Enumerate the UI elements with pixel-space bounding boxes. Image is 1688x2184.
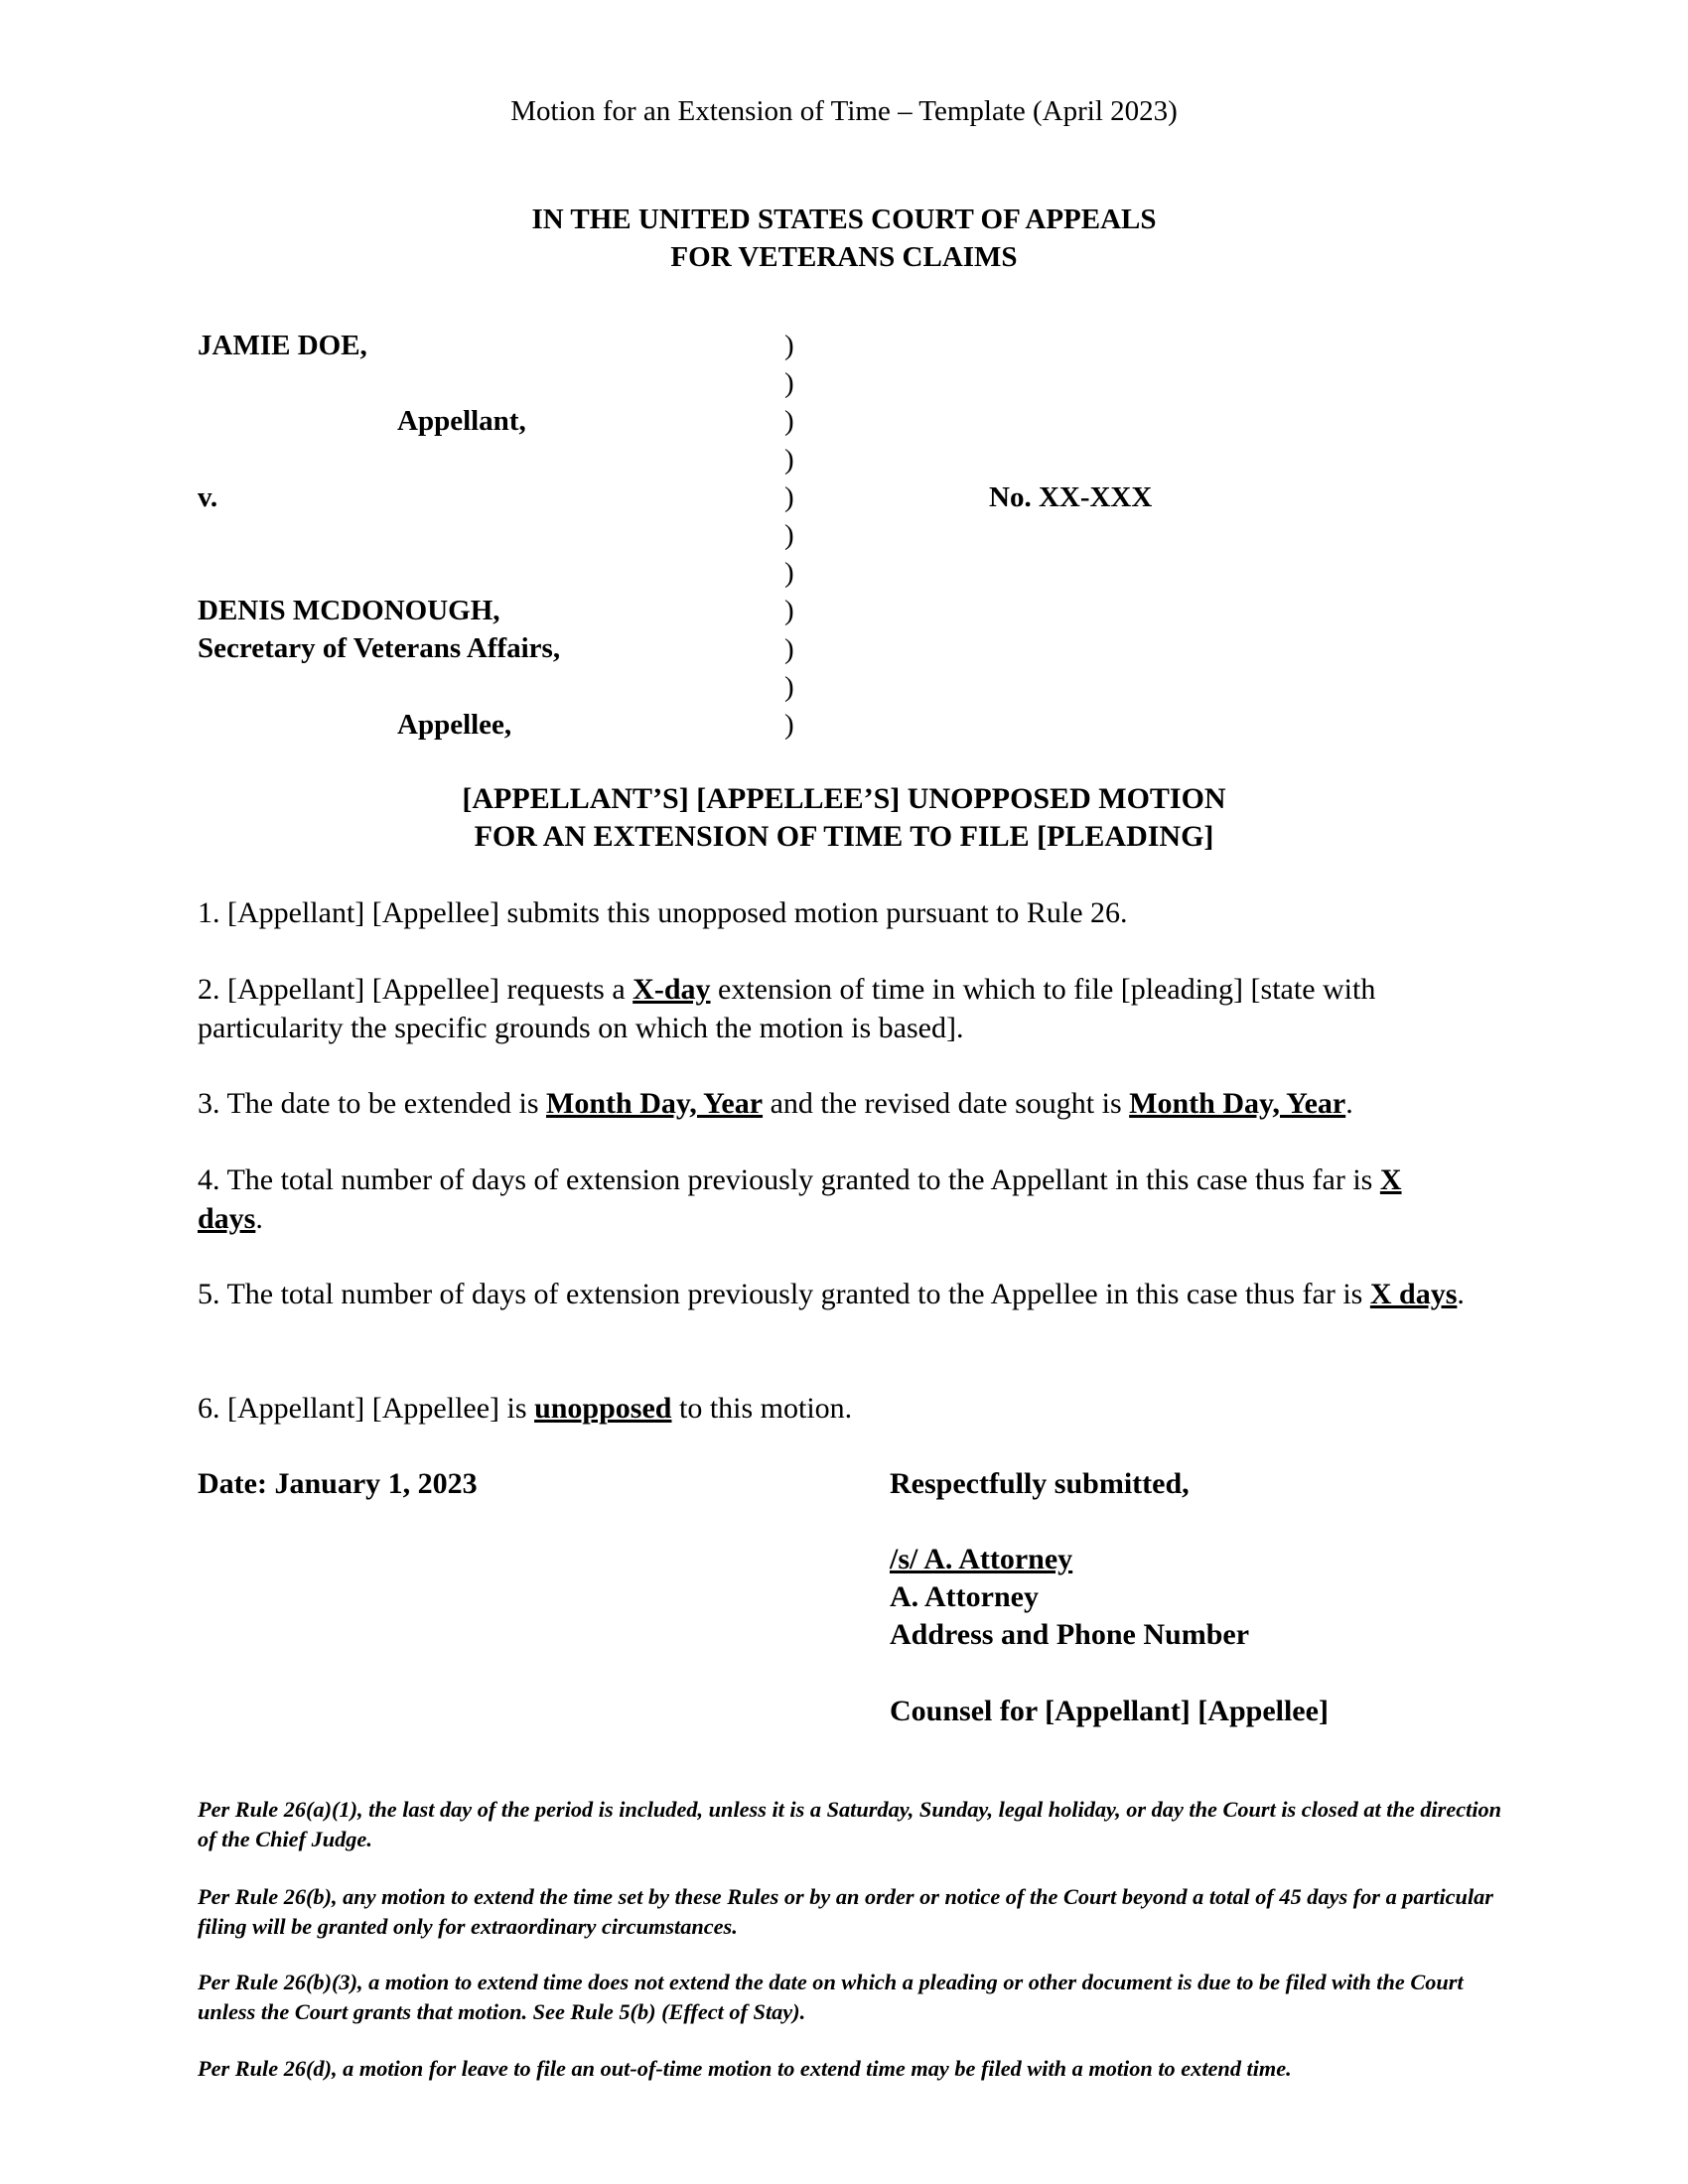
paragraph-5 (198, 1275, 1498, 1313)
attorney-address: Address and Phone Number (890, 1618, 1250, 1651)
appellant-label: Appellant, (397, 405, 526, 437)
appellee-name: DENIS MCDONOUGH, (198, 595, 500, 626)
caption-paren: ) (784, 367, 794, 400)
paragraph-3-text: 3. The date to be extended is (198, 1087, 547, 1120)
rule-note-26a1: Per Rule 26(a)(1), the last day of the period is included, unless it is a Saturday, Sunday, legal holiday, or day the Court is closed at the direction of the Chief Judge. (198, 1797, 1502, 1851)
caption-paren: ) (784, 632, 794, 665)
caption-paren-column (784, 327, 794, 744)
versus: v. (198, 481, 218, 513)
paragraph-6-text: 6. [Appellant] [Appellee] is (198, 1392, 535, 1425)
opposition-status: unopposed (534, 1392, 672, 1425)
paragraph-3-text: and the revised date sought is (763, 1087, 1130, 1120)
caption-paren: ) (784, 557, 794, 590)
caption-paren: ) (784, 670, 794, 703)
caption-paren: ) (784, 405, 794, 438)
motion-title (0, 780, 1688, 856)
rule-note-26b: Per Rule 26(b), any motion to extend the time set by these Rules or by an order or notice of the Court beyond a total of 45 days for a particular filing will be granted only for extraordinary circumstances. (198, 1884, 1493, 1939)
paragraph-2 (198, 970, 1488, 1047)
court-heading (0, 201, 1688, 276)
filing-date: Date: January 1, 2023 (198, 1467, 478, 1500)
paragraph-2-text: 2. [Appellant] [Appellee] requests a (198, 973, 633, 1006)
paragraph-3-text: . (1345, 1087, 1353, 1120)
original-date: Month Day, Year (546, 1087, 764, 1120)
caption-paren: ) (784, 443, 794, 476)
revised-date: Month Day, Year (1129, 1087, 1346, 1120)
rule-note-26b3: Per Rule 26(b)(3), a motion to extend time does not extend the date on which a pleading or other document is due to be filed with the Court unless the Court grants that motion. See Rule 5(b) (Effect of Stay). (198, 1970, 1464, 2024)
court-heading-line-1: IN THE UNITED STATES COURT OF APPEALS (531, 204, 1157, 235)
case-number: No. XX-XXX (989, 481, 1153, 513)
caption-paren: ) (784, 480, 794, 513)
paragraph-5-text: 5. The total number of days of extension previously granted to the Appellee in this case thus far is (198, 1278, 1370, 1310)
paragraph-3 (198, 1084, 1548, 1123)
paragraph-1: 1. [Appellant] [Appellee] submits this unopposed motion pursuant to Rule 26. (198, 896, 1128, 929)
attorney-name: A. Attorney (890, 1580, 1039, 1613)
caption-paren: ) (784, 519, 794, 552)
rule-note-26d: Per Rule 26(d), a motion for leave to file an out-of-time motion to extend time may be filed with a motion to extend time. (198, 2056, 1292, 2081)
appellee-title: Secretary of Veterans Affairs, (198, 632, 561, 664)
paragraph-6 (198, 1389, 1488, 1428)
signature-line (890, 1541, 1072, 1578)
counsel-for: Counsel for [Appellant] [Appellee] (890, 1695, 1329, 1727)
motion-title-line-1: [APPELLANT’S] [APPELLEE’S] UNOPPOSED MOTION (462, 782, 1226, 815)
appellant-extension-days: X days (198, 1163, 1402, 1235)
paragraph-5-text: . (1457, 1278, 1465, 1310)
paragraph-4-text: . (255, 1202, 263, 1235)
paragraph-2-text: extension of time in which to file [pleading] [state with particularity the specific grounds on which the motion is based]. (198, 973, 1376, 1044)
template-header: Motion for an Extension of Time – Template (April 2023) (510, 95, 1178, 127)
respectfully-submitted: Respectfully submitted, (890, 1467, 1190, 1500)
appellee-label: Appellee, (397, 709, 512, 741)
extension-length: X-day (633, 973, 711, 1006)
caption-paren: ) (784, 595, 794, 627)
paragraph-4 (198, 1160, 1469, 1238)
caption-paren: ) (784, 330, 794, 361)
motion-title-line-2: FOR AN EXTENSION OF TIME TO FILE [PLEADING] (474, 820, 1214, 853)
appellant-name: JAMIE DOE, (198, 330, 367, 361)
appellee-extension-days: X days (1369, 1278, 1458, 1310)
court-heading-line-2: FOR VETERANS CLAIMS (670, 241, 1018, 273)
electronic-signature: /s/ A. Attorney (890, 1543, 1073, 1575)
paragraph-6-text: to this motion. (671, 1392, 853, 1425)
caption-paren: ) (784, 709, 794, 742)
paragraph-4-text: 4. The total number of days of extension previously granted to the Appellant in this case thus far is (198, 1163, 1380, 1196)
